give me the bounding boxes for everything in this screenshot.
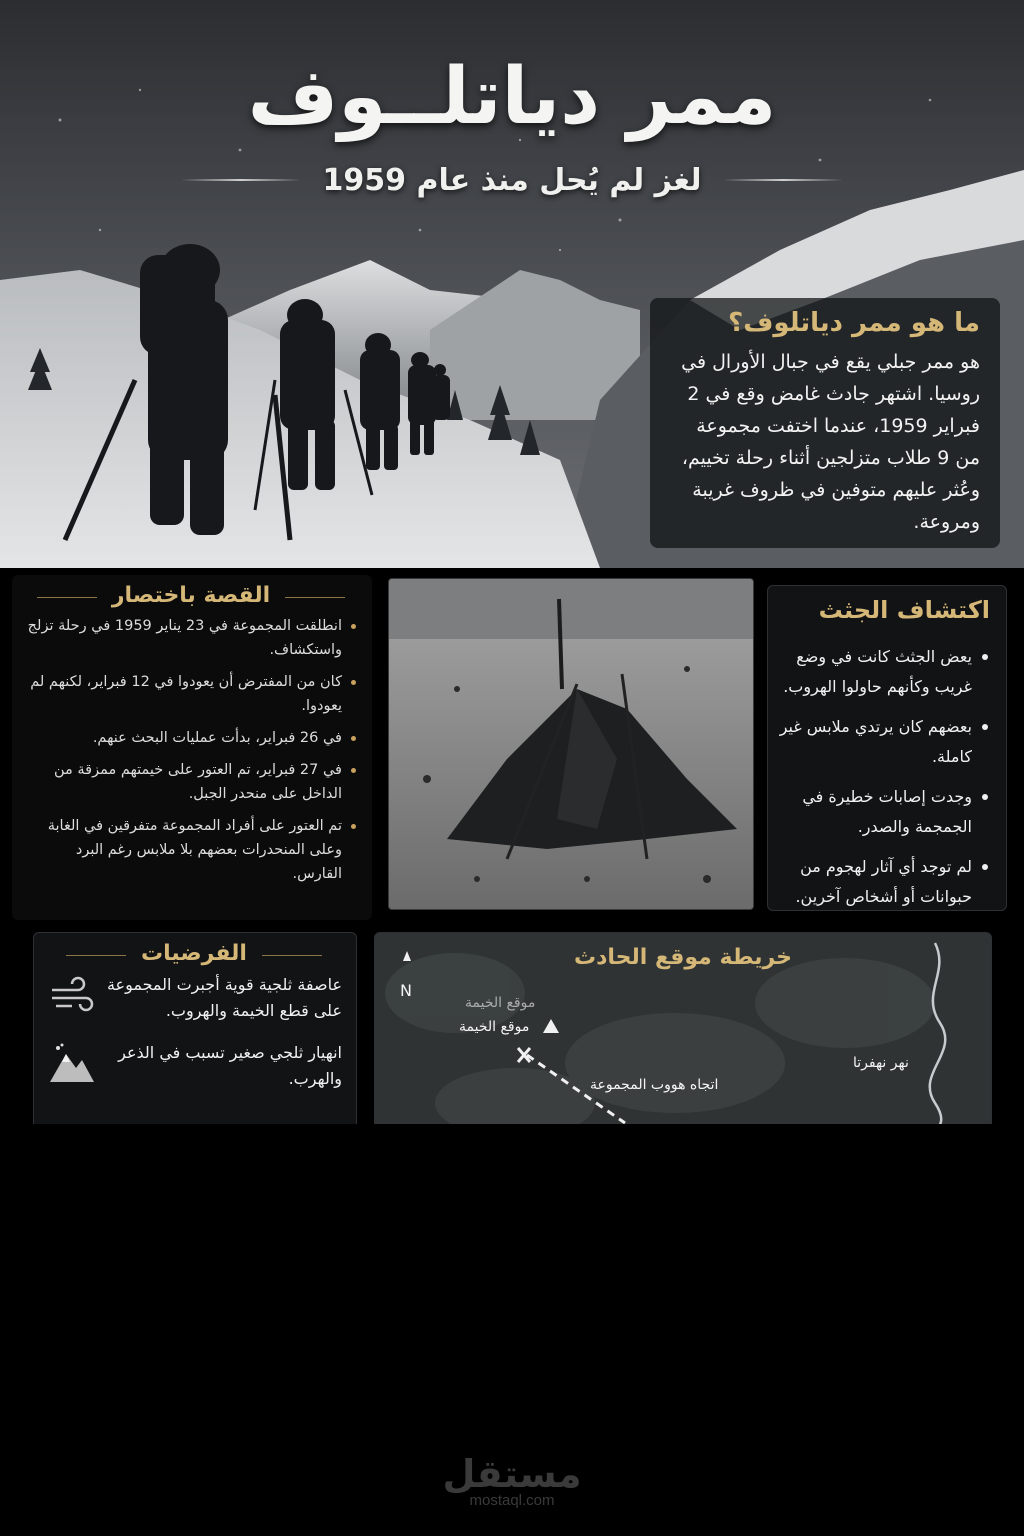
wind-icon (46, 972, 96, 1022)
list-item: كان من المفترض أن يعودوا في 12 فبراير، لكنهم لم يعودوا. (24, 670, 358, 718)
decorative-rule (66, 955, 126, 956)
decorative-rule (181, 179, 301, 181)
brand-logo: مستقل (442, 1452, 582, 1496)
theory-text: عاصفة ثلجية قوية أجبرت المجموعة على قطع الخيمة والهروب. (106, 975, 342, 1020)
map-heading: خريطة موقع الحادث (573, 945, 793, 970)
torn-tent-illustration (388, 579, 753, 910)
story-panel (12, 575, 372, 920)
story-heading: القصة باختصار (111, 583, 271, 608)
decorative-rule (262, 955, 322, 956)
list-item: بعضهم كان يرتدي ملابس غير كاملة. (778, 712, 990, 772)
theories-heading: الفرضيات (141, 941, 247, 966)
list-item: وجدت إصابات خطيرة في الجمجمة والصدر. (778, 782, 990, 842)
list-item: انطلقت المجموعة في 23 يناير 1959 في رحلة تزلج واستكشاف. (24, 614, 358, 662)
compass-north: N (400, 981, 412, 1000)
list-item: في 26 فبراير، بدأت عمليات البحث عنهم. (24, 726, 358, 750)
incident-map (374, 932, 992, 1136)
decorative-rule (285, 597, 345, 598)
bodies-heading: اكتشاف الجثث (818, 596, 990, 624)
story-list (24, 614, 358, 886)
list-item: لم توجد أي آثار لهجوم من حبوانات أو أشخاص آخرين. (778, 852, 990, 912)
tent-site-label-faded: موقع الخيمة (465, 995, 536, 1011)
list-item: يعض الجثث كانت في وضع غريب وكأنهم حاولوا الهروب. (778, 642, 990, 702)
list-item: تم العتور على أفراد المجموعة متفرقين في الغابة وعلى المنحدرات بعضهم بلا ملابس رغم البرد القارس. (24, 814, 358, 886)
brand-url: mostaql.com (469, 1492, 555, 1509)
river-label: نهر نهفرتا (853, 1055, 909, 1071)
decorative-rule (723, 179, 843, 181)
theory-item (46, 972, 342, 1024)
page-subtitle: لغز لم يُحل منذ عام 1959 (322, 162, 702, 198)
tent-site-label: موقع الخيمة (459, 1019, 530, 1035)
subtitle-row (0, 160, 1024, 200)
bodies-list (778, 642, 990, 912)
hero-section (0, 0, 1024, 568)
theories-heading-row (46, 941, 342, 966)
theories-panel (33, 932, 357, 1136)
list-item: في 27 فبراير، تم العتور على خيمتهم ممزقة من الداخل على منحدر الجبل. (24, 758, 358, 806)
decorative-rule (37, 597, 97, 598)
what-is-heading: ما هو ممر دياتلوف؟ (728, 308, 980, 338)
avalanche-icon (46, 1040, 96, 1090)
theory-item (46, 1040, 342, 1092)
story-heading-row (24, 583, 358, 608)
brand-watermark (0, 1452, 1024, 1509)
theory-text: انهيار ثلجي صغير تسبب في الذعر والهرب. (118, 1043, 342, 1088)
torn-tent-photo (388, 578, 754, 910)
escape-direction-label: اتجاه هووب المجموعة (590, 1077, 719, 1093)
what-is-text: هو ممر جبلي يقع في جبال الأورال في روسيا. اشتهر جادث غامض وقع في 2 فبراير 1959، عندما اختفت مجموعة من 9 طلاب متزلجين أثناء رحلة تخييم، وعُثر عليهم متوفين في ظروف غريبة ومروعة. (681, 351, 980, 533)
bodies-panel (767, 585, 1007, 911)
what-is-box (650, 298, 1000, 548)
page-title: ممر دياتلــوف (247, 52, 777, 142)
